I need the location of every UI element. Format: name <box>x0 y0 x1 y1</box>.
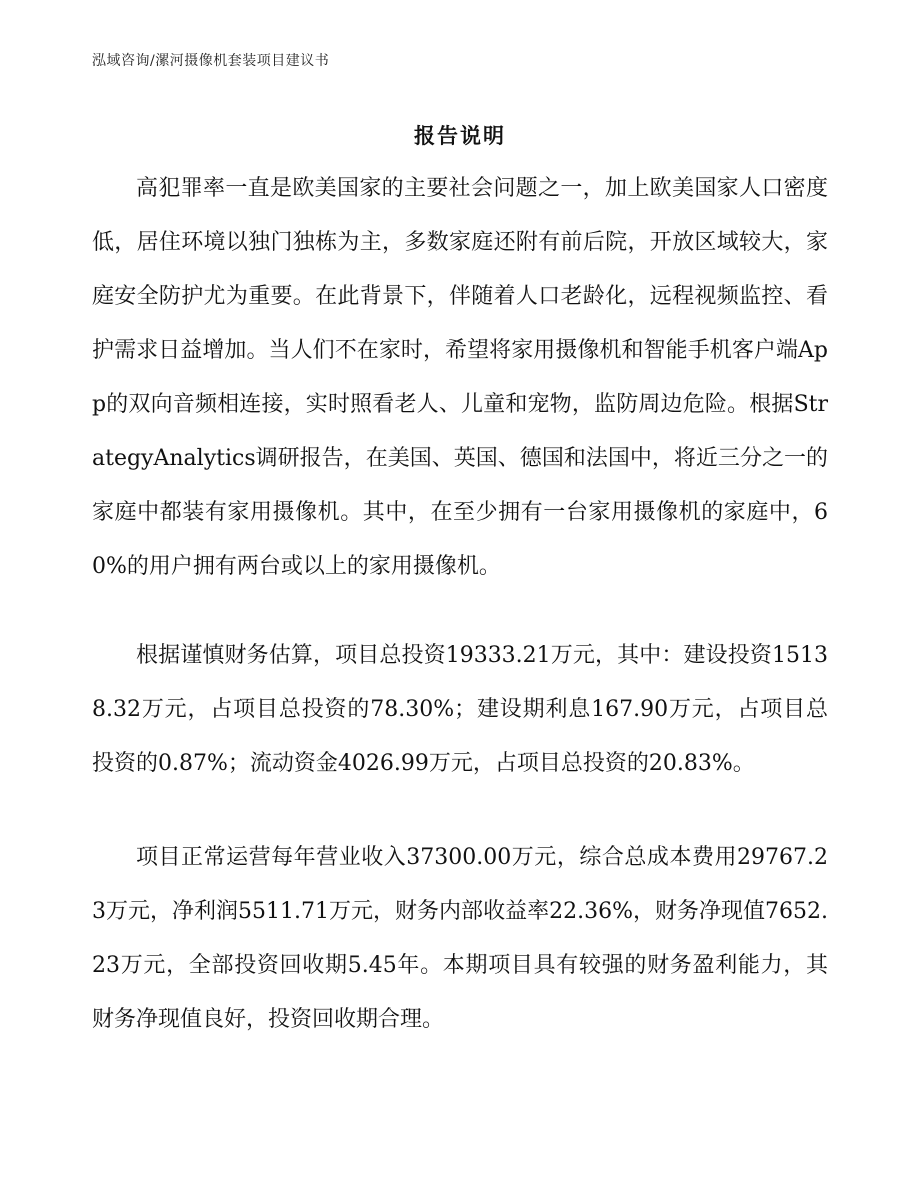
paragraph-background: 高犯罪率一直是欧美国家的主要社会问题之一，加上欧美国家人口密度低，居住环境以独门独栋为主，多数家庭还附有前后院，开放区域较大，家庭安全防护尤为重要。在此背景下，伴随着人口老龄化，远程视频监控、看护需求日益增加。当人们不在家时，希望将家用摄像机和智能手机客户端App的双向音频相连接，实时照看老人、儿童和宠物，监防周边危险。根据StrategyAnalytics调研报告，在美国、英国、德国和法国中，将近三分之一的家庭中都装有家用摄像机。其中，在至少拥有一台家用摄像机的家庭中，60%的用户拥有两台或以上的家用摄像机。 <box>92 176 828 579</box>
page-title: 报告说明 <box>414 123 506 148</box>
paragraph-financials: 项目正常运营每年营业收入37300.00万元，综合总成本费用29767.23万元，净利润5511.71万元，财务内部收益率22.36%，财务净现值7652.23万元，全部投资回收期5.45年。本期项目具有较强的财务盈利能力，其财务净现值良好，投资回收期合理。 <box>92 845 828 1032</box>
body-section-background <box>92 162 828 594</box>
body-section-financials <box>92 831 828 1047</box>
paragraph-investment: 根据谨慎财务估算，项目总投资19333.21万元，其中：建设投资15138.32万元，占项目总投资的78.30%；建设期利息167.90万元，占项目总投资的0.87%；流动资金4026.99万元，占项目总投资的20.83%。 <box>92 643 828 776</box>
body-section-investment <box>92 629 828 791</box>
running-header: 泓域咨询/漯河摄像机套装项目建议书 <box>92 53 330 69</box>
